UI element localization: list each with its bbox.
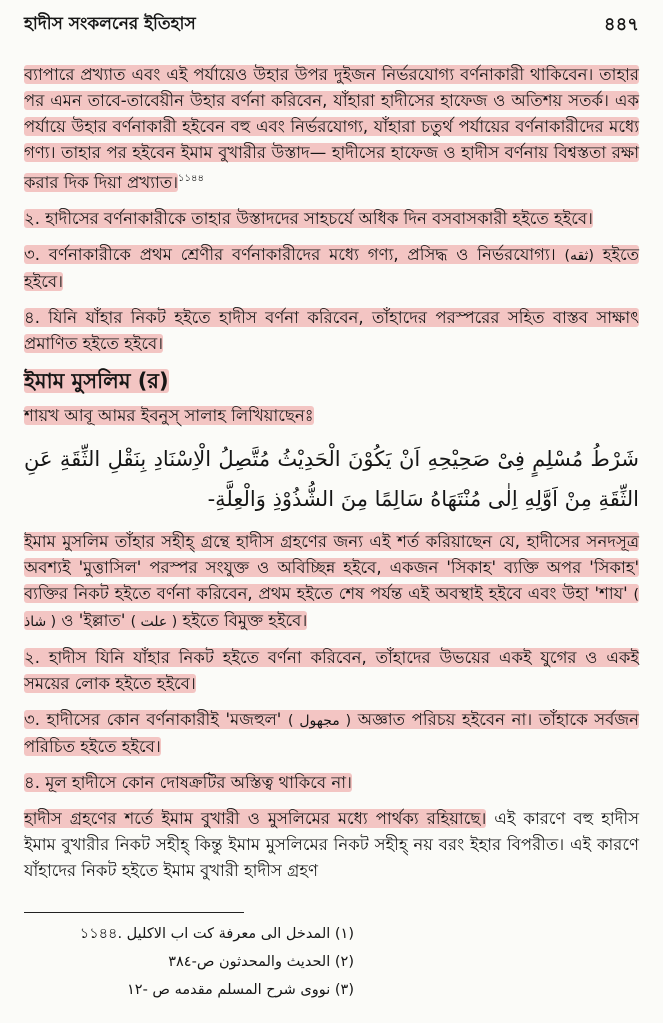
- paragraph-text: হইতে বিমুক্ত হইবে।: [182, 610, 308, 630]
- paragraph-10: [24, 806, 639, 884]
- arabic-term: ( علت ): [130, 613, 178, 630]
- paragraph-text: ৩. হাদীসের কোন বর্ণনাকারীই 'মজহুল': [24, 709, 282, 729]
- section-heading: [24, 367, 639, 395]
- heading-text: ইমাম মুসলিম (র): [24, 368, 169, 393]
- arabic-term: ( مجهول ): [288, 712, 352, 729]
- paragraph-5: [24, 403, 639, 429]
- arabic-quote: شَرْطُ مُسْلِمٍ فِىْ صَحِيْحِهِ اَنْ يَكُوْنَ الْحَدِيْثُ مُتَّصِلُ الْاِسْنَادِ بِنَقْلِ الثِّقَةِ عَنِ الثِّقَةِ مِنْ اَوَّلِهِ اِلٰى مُنْتَهَاهُ سَالِمًا مِنَ الشُّذُوْذِ وَالْعِلَّةِ-: [24, 446, 639, 511]
- paragraph-2: [24, 206, 639, 232]
- footnote-ref: ১১৪৪: [178, 173, 205, 184]
- paragraph-1: [24, 62, 639, 196]
- paragraph-text: ব্যাপারে প্রখ্যাত এবং এই পর্যায়েও উহার উপর দুইজন নির্ভরযোগ্য বর্ণনাকারী থাকিবেন। তাহার পর এমন তাবে-তাবেয়ীন উহার বর্ণনা করিবেন, যাঁহারা হাদীসের হাফেজ ও অতিশয় সতর্ক। এক পর্যায়ে উহার বর্ণনাকারী হইবেন বহু এবং নির্ভরযোগ্য, যাঁহারা চতুর্থ পর্যায়ের বর্ণনাকারীদের মধ্যে গণ্য। তাহার পর হইবেন ইমাম বুখারীর উস্তাদ— হাদীসের হাফেজ ও হাদীস বর্ণনায় বিশ্বস্ততা রক্ষা করার দিক দিয়া প্রখ্যাত।: [24, 65, 639, 192]
- highlighted-text: [24, 532, 639, 630]
- highlighted-text: ২. হাদীসের বর্ণনাকারীকে তাহার উস্তাদদের সাহচর্যে অধিক দিন বসবাসকারী হইতে হইবে।: [24, 208, 593, 228]
- highlighted-text: ৪. মূল হাদীসে কোন দোষক্রটির অস্তিত্ব থাকিবে না।: [24, 772, 352, 792]
- paragraph-4: [24, 305, 639, 357]
- book-title: হাদীস সংকলনের ইতিহাস: [24, 14, 196, 34]
- paragraph-9: [24, 770, 639, 796]
- highlighted-text: ২. হাদীস যিনি যাঁহার নিকট হইতে বর্ণনা করিবেন, তাঁহাদের উভয়ের একই যুগের ও একই সময়ের লোক হইতে হইবে।: [24, 647, 639, 693]
- footnote-3: (٣) نووى شرح المسلم مقدمه ص -١٢: [127, 982, 354, 998]
- paragraph-7: [24, 645, 639, 697]
- footnote-1: (١) المدخل الى معرفة كت اب الاكليل .১১৪৪: [79, 926, 354, 942]
- arabic-term: (ثقه): [564, 247, 594, 264]
- footnotes: [24, 920, 354, 1004]
- paragraph-6: [24, 529, 639, 635]
- arabic-term: ( شاذ ): [24, 586, 639, 630]
- highlighted-text: [24, 245, 639, 291]
- highlighted-text: [24, 710, 639, 756]
- highlighted-text: শায়খ আবূ আমর ইবনুস্ সালাহ লিখিয়াছেনঃ: [24, 405, 314, 425]
- page-body: [24, 62, 639, 894]
- running-header: [24, 10, 639, 40]
- page-number: ৪৪৭: [603, 13, 639, 35]
- paragraph-8: [24, 707, 639, 760]
- paragraph-text: ও 'ইল্লাত': [61, 610, 126, 630]
- footnote-divider: [24, 912, 244, 913]
- paragraph-text: ৩. বর্ণনাকারীকে প্রথম শ্রেণীর বর্ণনাকারীদের মধ্যে গণ্য, প্রসিদ্ধ ও নির্ভরযোগ্য।: [24, 244, 556, 264]
- paragraph-text: হইতে হইবে।: [24, 244, 640, 291]
- paragraph-text: এই কারণে বহু হাদীস ইমাম বুখারীর নিকট সহীহ্ কিন্তু ইমাম মুসলিমের নিকট সহীহ্ নয় বরং ইহার বিপরীত। এই কারণে যাঁহাদের নিকট হইতে ইমাম বুখারী হাদীস গ্রহণ: [24, 808, 640, 880]
- paragraph-3: [24, 242, 639, 295]
- highlighted-text: হাদীস গ্রহণের শর্তে ইমাম বুখারী ও মুসলিমের মধ্যে পার্থক্য রহিয়াছে।: [24, 808, 487, 828]
- footnote-2: (٢) الحديث والمحدثون ص-٣٨٤: [168, 954, 354, 970]
- highlighted-text: ৪. যিনি যাঁহার নিকট হইতে হাদীস বর্ণনা করিবেন, তাঁহাদের পরস্পরের সহিত বাস্তব সাক্ষাৎ প্রমাণিত হইতে হইবে।: [24, 307, 639, 353]
- paragraph-text: অজ্ঞাত পরিচয় হইবেন না। তাঁহাকে সর্বজন পরিচিত হইতে হইবে।: [24, 709, 639, 756]
- highlighted-text: [24, 65, 639, 192]
- paragraph-text: ইমাম মুসলিম তাঁহার সহীহ্ গ্রন্থে হাদীস গ্রহণের জন্য এই শর্ত করিয়াছেন যে, হাদীসের সনদসূত্র অবশ্যই 'মুত্তাসিল' পরস্পর সংযুক্ত ও অবিচ্ছিন্ন হইবে, একজন 'সিকাহ' ব্যক্তি অপর 'সিকাহ' ব্যক্তির নিকট হইতে বর্ণনা করিবেন, প্রথম হইতে শেষ পর্যন্ত এই অবস্থাই হইবে এবং উহা 'শায': [24, 531, 639, 603]
